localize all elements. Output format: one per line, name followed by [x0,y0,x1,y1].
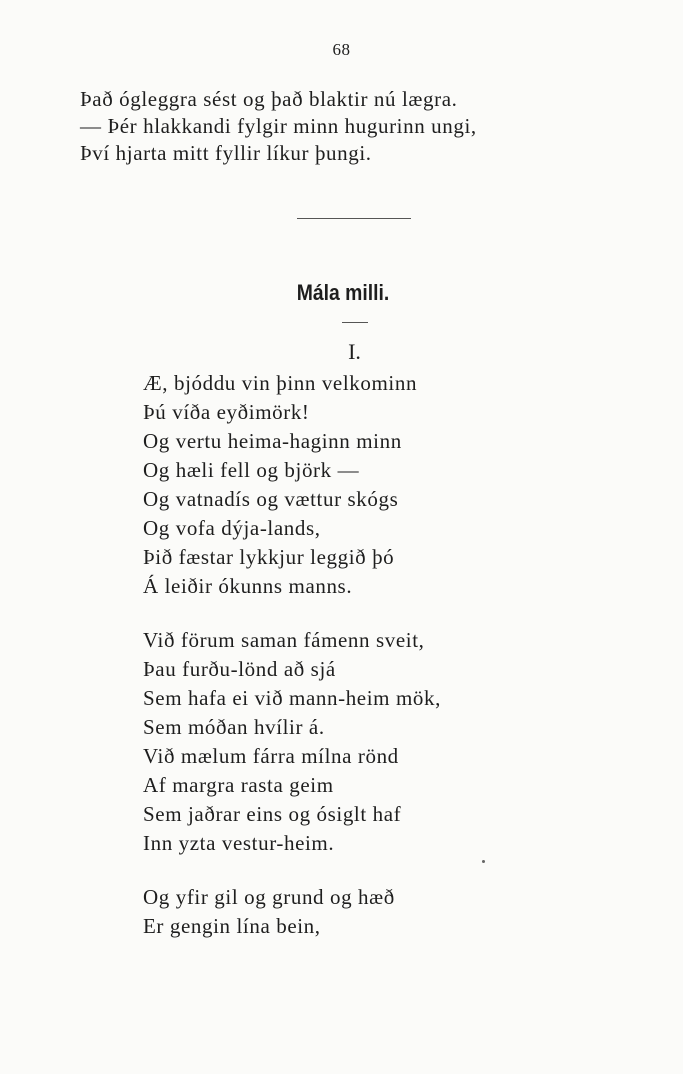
stanza-2 [143,626,441,858]
verse-line: Og vofa dýja-lands, [143,516,321,540]
verse-line: Inn yzta vestur-heim. [143,831,335,855]
verse-line: Sem móðan hvílir á. [143,715,325,739]
verse-line: Sem jaðrar eins og ósiglt haf [143,802,402,826]
verse-line: Þið fæstar lykkjur leggið þó [143,545,395,569]
verse-line: Á leiðir ókunns manns. [143,574,353,598]
stanza-3 [143,883,395,941]
verse-line: Sem hafa ei við mann-heim mök, [143,686,441,710]
verse-line: Þú víða eyðimörk! [143,400,310,424]
verse-line: Af margra rasta geim [143,773,334,797]
verse-line: — Þér hlakkandi fylgir minn hugurinn ungi, [80,114,477,138]
verse-line: Er gengin lína bein, [143,914,321,938]
verse-line: Við mælum fárra mílna rönd [143,744,399,768]
page-number: 68 [332,40,351,59]
verse-line: Æ, bjóddu vin þinn velkominn [143,371,418,395]
verse-line: Það ógleggra sést og það blaktir nú lægra. [80,87,458,111]
verse-line: Við förum saman fámenn sveit, [143,628,425,652]
section-divider [297,218,411,219]
intro-verse [80,86,477,167]
title-rule [342,322,368,323]
verse-line: Og yfir gil og grund og hæð [143,885,395,909]
verse-line: Því hjarta mitt fyllir líkur þungi. [80,141,372,165]
stanza-1 [143,369,417,601]
verse-line: Og hæli fell og björk — [143,458,360,482]
print-speck [482,860,485,863]
verse-line: Og vertu heima-haginn minn [143,429,402,453]
verse-line: Og vatnadís og vættur skógs [143,487,399,511]
part-numeral: I. [348,339,361,364]
verse-line: Þau furðu-lönd að sjá [143,657,336,681]
poem-title: Mála milli. [296,280,390,305]
